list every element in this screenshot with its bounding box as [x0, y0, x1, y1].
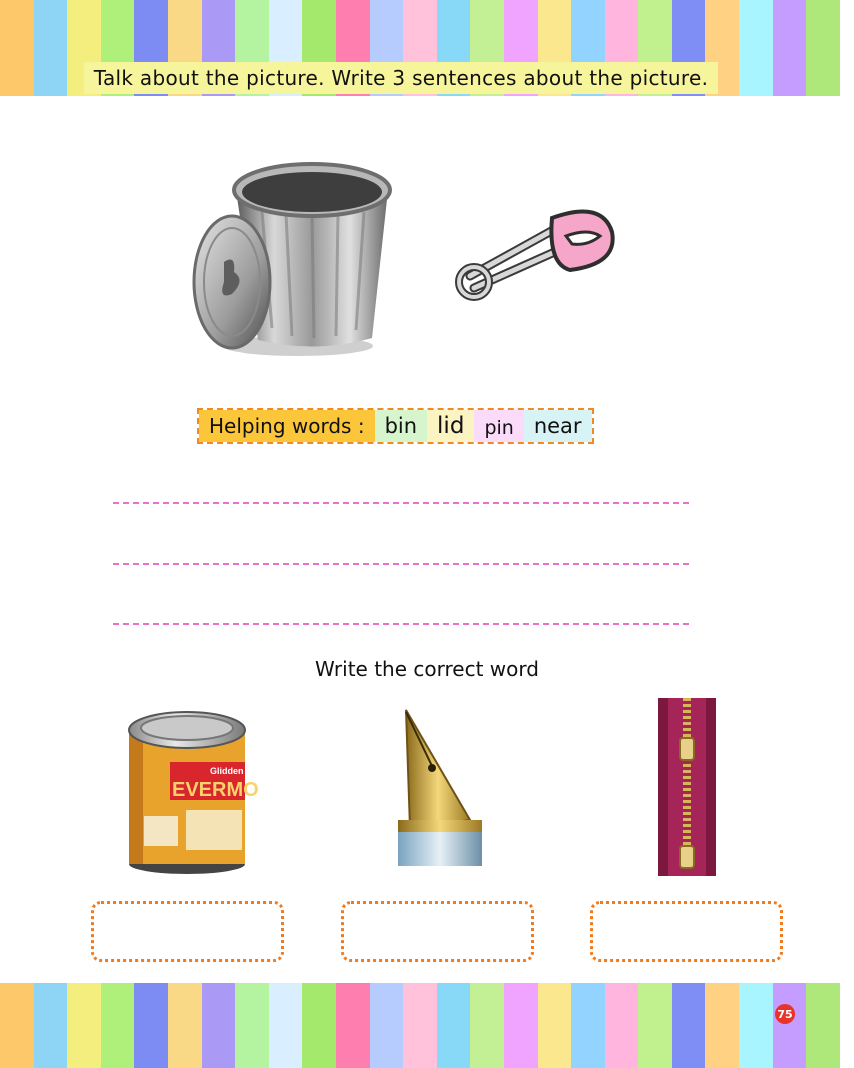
stripe-2	[34, 983, 68, 1068]
paint-tin-icon	[126, 708, 259, 876]
stripe-25	[806, 0, 840, 96]
stripe-25	[806, 983, 840, 1068]
writing-line-1[interactable]	[113, 502, 689, 504]
stripe-24	[773, 983, 807, 1068]
stripe-17	[538, 983, 572, 1068]
safety-pin-icon	[452, 206, 618, 304]
tin-name: EVERMO	[172, 779, 259, 801]
stripe-22	[705, 983, 739, 1068]
stripe-3	[67, 983, 101, 1068]
instruction-banner	[84, 62, 718, 94]
stripe-8	[235, 983, 269, 1068]
stripe-12	[370, 983, 404, 1068]
stripe-24	[773, 0, 807, 96]
helping-word-lid: lid	[427, 410, 474, 442]
section-title: Write the correct word	[315, 657, 539, 681]
page-number: 75	[775, 1004, 795, 1024]
stripe-11	[336, 983, 370, 1068]
helping-words-box	[197, 408, 594, 444]
writing-line-2[interactable]	[113, 563, 689, 565]
stripe-5	[134, 983, 168, 1068]
instruction-text: Talk about the picture. Write 3 sentences about the picture.	[93, 66, 709, 90]
stripe-23	[739, 983, 773, 1068]
stripe-1	[0, 0, 34, 96]
stripe-10	[302, 983, 336, 1068]
trash-bin-icon	[188, 150, 394, 360]
stripe-9	[269, 983, 303, 1068]
answer-box-pen-nib[interactable]	[341, 901, 534, 962]
stripe-20	[638, 983, 672, 1068]
helping-word-pin: pin	[474, 410, 523, 442]
stripe-19	[605, 983, 639, 1068]
stripe-16	[504, 983, 538, 1068]
answer-box-zipper[interactable]	[590, 901, 783, 962]
bottom-stripe-border	[0, 983, 840, 1068]
helping-words-label: Helping words :	[199, 410, 375, 442]
stripe-7	[202, 983, 236, 1068]
fountain-pen-nib-icon	[392, 708, 482, 866]
stripe-6	[168, 983, 202, 1068]
stripe-15	[470, 983, 504, 1068]
stripe-1	[0, 983, 34, 1068]
tin-brand: Glidden	[210, 766, 244, 776]
answer-box-paint-tin[interactable]	[91, 901, 284, 962]
stripe-13	[403, 983, 437, 1068]
helping-word-near: near	[524, 410, 592, 442]
helping-word-bin: bin	[375, 410, 427, 442]
zipper-icon	[658, 698, 716, 876]
stripe-18	[571, 983, 605, 1068]
stripe-14	[437, 983, 471, 1068]
stripe-4	[101, 983, 135, 1068]
writing-line-3[interactable]	[113, 623, 689, 625]
stripe-2	[34, 0, 68, 96]
stripe-21	[672, 983, 706, 1068]
stripe-23	[739, 0, 773, 96]
